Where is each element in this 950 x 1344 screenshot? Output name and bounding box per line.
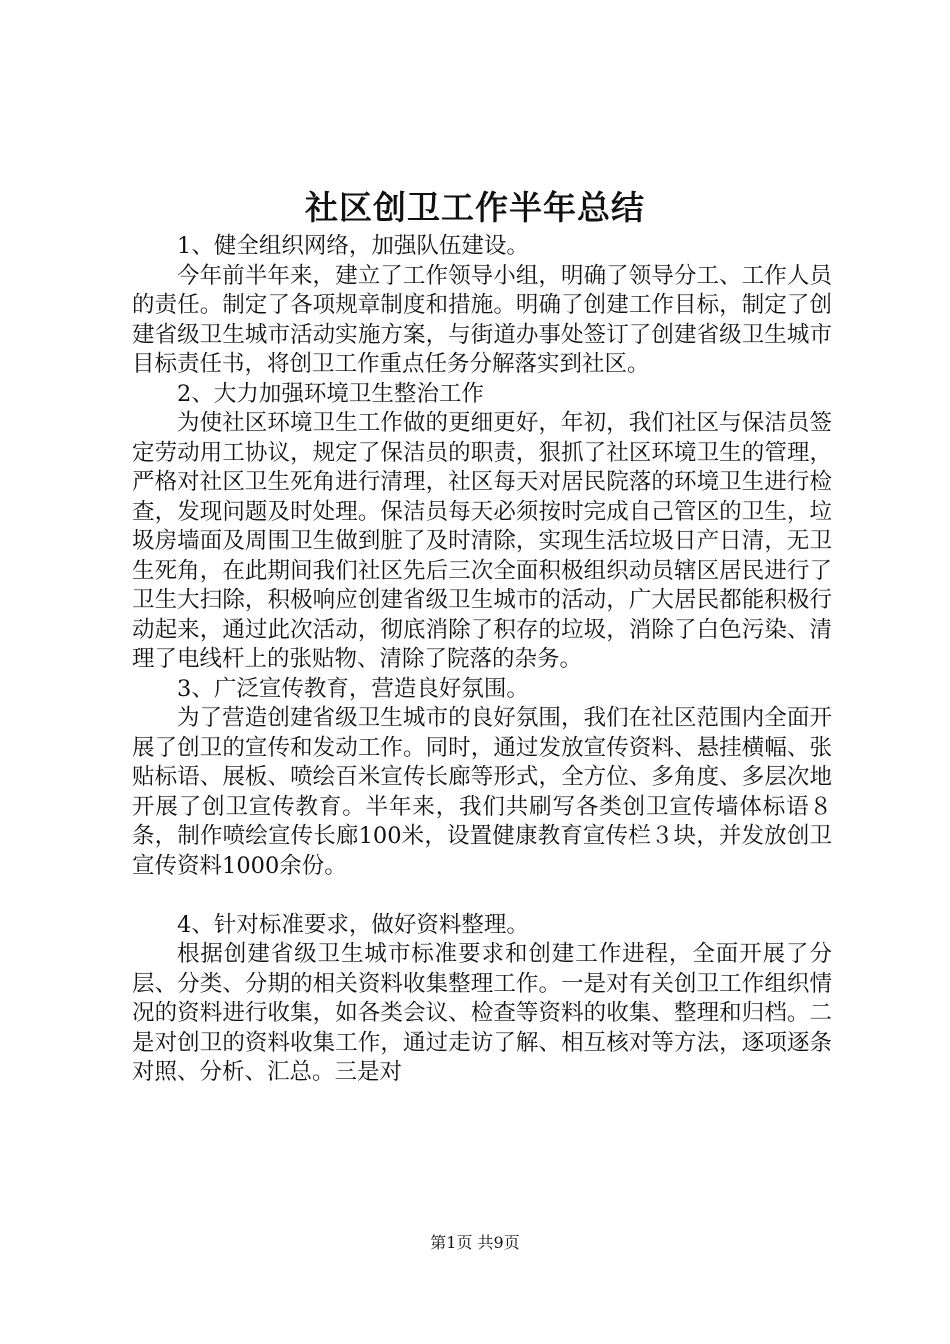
document-body xyxy=(132,232,832,1088)
section-heading-2: 2、大力加强环境卫生整治工作 xyxy=(177,380,484,407)
page-footer: 第1页 共9页 xyxy=(430,1233,520,1252)
body-paragraph-1: 今年前半年来，建立了工作领导小组，明确了领导分工、工作人员的责任。制定了各项规章制度和措施。明确了创建工作目标，制定了创建省级卫生城市活动实施方案，与街道办事处签订了创建省级卫生城市目标责任书，将创卫工作重点任务分解落实到社区。 xyxy=(132,262,832,377)
body-paragraph-4: 根据创建省级卫生城市标准要求和创建工作进程，全面开展了分层、分类、分期的相关资料收集整理工作。一是对有关创卫工作组织情况的资料进行收集，如各类会议、检查等资料的收集、整理和归档。二是对创卫的资料收集工作，通过走访了解、相互核对等方法，逐项逐条对照、分析、汇总。三是对 xyxy=(132,941,832,1085)
section-heading-1: 1、健全组织网络，加强队伍建设。 xyxy=(177,233,529,259)
paragraph-spacer xyxy=(132,881,832,911)
section-heading-3: 3、广泛宣传教育，营造良好氛围。 xyxy=(177,675,529,702)
body-paragraph-2: 为使社区环境卫生工作做的更细更好，年初，我们社区与保洁员签定劳动用工协议，规定了保洁员的职责，狠抓了社区环境卫生的管理，严格对社区卫生死角进行清理，社区每天对居民院落的环境卫生进行检查，发现问题及时处理。保洁员每天必须按时完成自己管区的卫生，垃圾房墙面及周围卫生做到脏了及时清除，实现生活垃圾日产日清，无卫生死角，在此期间我们社区先后三次全面积极组织动员辖区居民进行了卫生大扫除，积极响应创建省级卫生城市的活动，广大居民都能积极行动起来，通过此次活动，彻底消除了积存的垃圾，消除了白色污染、清理了电线杆上的张贴物、清除了院落的杂务。 xyxy=(132,410,832,672)
body-paragraph-3: 为了营造创建省级卫生城市的良好氛围，我们在社区范围内全面开展了创卫的宣传和发动工作。同时，通过发放宣传资料、悬挂横幅、张贴标语、展板、喷绘百米宣传长廊等形式，全方位、多角度、多层次地开展了创卫宣传教育。半年来，我们共刷写各类创卫宣传墙体标语８条，制作喷绘宣传长廊100米，设置健康教育宣传栏３块，并发放创卫宣传资料1000余份。 xyxy=(132,705,832,879)
section-heading-4: 4、针对标准要求，做好资料整理。 xyxy=(177,911,529,938)
page-title: 社区创卫工作半年总结 xyxy=(305,188,645,227)
